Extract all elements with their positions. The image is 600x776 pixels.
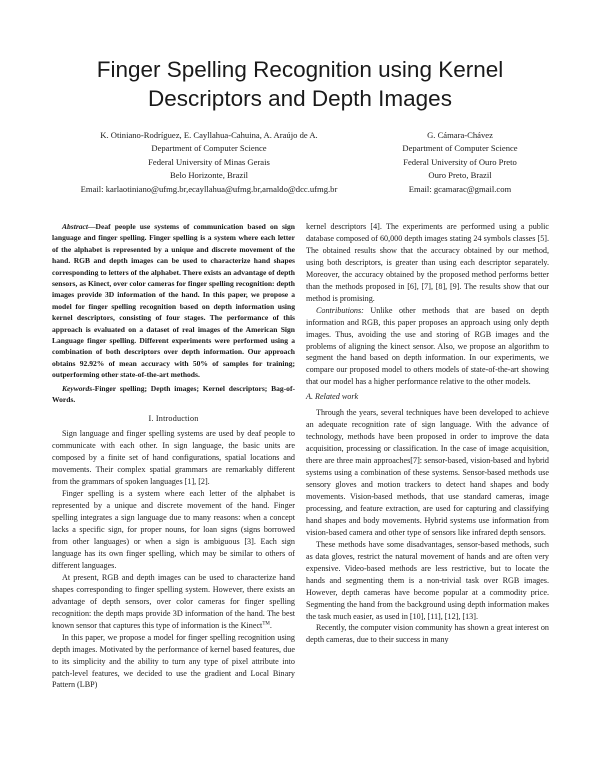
contributions-paragraph (306, 305, 549, 389)
right-column (306, 221, 549, 646)
author-city: Ouro Preto, Brazil (428, 170, 492, 181)
keywords-text: -Finger spelling; Depth images; Kernel descriptors; Bag-of-Words. (52, 383, 295, 405)
author-block-2 (360, 129, 560, 196)
author-names: K. Otiniano-Rodríguez, E. Cayllahua-Cahuina, A. Araújo de A. (100, 130, 318, 140)
contributions-text: Unlike other methods that are based on depth information and RGB, this paper proposes an approach using only depth images. Thus, avoiding the use and storing of RGB images and the problems of aligning the kinect sensor. Also, we propose an algorithm to segment the hand based on depth information. In our experiments, we compare our proposed model to others models of state-of-the-art showing that our model has a higher performance relative to the other models. (306, 305, 549, 387)
intro-paragraph-1: Sign language and finger spelling systems are used by deaf people to communicate with each other. In sign language, the basic units are composed by a finite set of hand configurations, spatial locations and movements. Their complex spatial grammars are remarkably different from the grammars of spoken languages [1], [2]. (52, 429, 295, 487)
intro-paragraph-3-text: At present, RGB and depth images can be used to characterize hand shapes corresponding to finger spelling system. However, there exists an advantage of depth sensors, over color cameras for finger spelling recognition: the depth maps provide 3D information of the hand. The best known sensor that captures this type of information is the Kinect (52, 572, 295, 630)
keywords-label: Keywords (62, 383, 93, 393)
subsection-heading-related-work: A. Related work (306, 392, 359, 402)
author-email: Email: gcamarac@gmail.com (408, 183, 512, 194)
title-line-2: Descriptors and Depth Images (148, 86, 452, 111)
abstract (52, 221, 295, 381)
author-city: Belo Horizonte, Brazil (169, 170, 249, 181)
left-column (52, 221, 295, 691)
related-paragraph-1: Through the years, several techniques have been developed to achieve an adequate recognition rate of sign language. With the advance of technology, methods have been proposed in order to improve the data acquisition, processing or classification. In the case of image acquisition, there are three main approaches[7]: sensor-based, vision-based and hybrid systems using a combination of these systems. Sensor-based methods use sensory gloves and motion trackers to detect hand shapes and body movements. Vision-based methods, that use standard cameras, image processing, and feature extraction, are used for capturing and classifying hand shapes and body movements. Hybrid systems use information from vision-based camera and other type of sensors like infrared depth sensors. (306, 408, 549, 537)
contributions-label: Contributions: (316, 305, 364, 315)
title-line-1: Finger Spelling Recognition using Kernel (96, 57, 504, 82)
author-department: Department of Computer Science (402, 143, 518, 154)
author-university: Federal University of Minas Gerais (148, 156, 270, 167)
intro-paragraph-4-cont: kernel descriptors [4]. The experiments are performed using a public database composed of 60,000 depth images stating 24 symbols classes [5]. The obtained results show that the accuracy obtained by our method, using both descriptors, is greater than using each descriptor separately. Moreover, the accuracy obtained by the proposed method performs better than the methods proposed in [6], [7], [8], [9]. The results show that our method is promising. (306, 222, 549, 303)
paper-title (40, 55, 560, 113)
abstract-text: —Deaf people use systems of communication based on sign language and finger spelling. Finger spelling is a system where each letter of the alphabet is represented by a unique and discrete movement of the hand. RGB and depth images can be used to characterize hand shapes corresponding to letters of the alphabet. There exists an advantage of depth sensors, as Kinect, over color cameras for finger spelling recognition: depth images provide 3D information of the hand. In this paper, we propose a model for finger spelling recognition based on depth information using kernel descriptors, consisting of four stages. The performance of this approach is evaluated on a dataset of real images of the American Sign Language finger spelling. Different experiments were performed using a combination of both descriptors over depth information. Our approach obtains 92.92% of mean accuracy with 50% of samples for training; outperforming other state-of-the-art methods. (52, 222, 295, 380)
author-email: Email: karlaotiniano@ufmg.br,ecayllahua@ufmg.br,arnaldo@dcc.ufmg.br (80, 183, 338, 194)
author-department: Department of Computer Science (151, 143, 267, 154)
author-university: Federal University of Ouro Preto (403, 156, 517, 167)
author-names: G. Cámara-Chávez (427, 130, 493, 140)
abstract-label: Abstract (62, 222, 88, 231)
intro-paragraph-2: Finger spelling is a system where each letter of the alphabet is represented by a unique and discrete movement of the hand. Finger spelling integrates a sign language due to many reasons: when a concept lacks a specific sign, for proper nouns, for loan signs (signs borrowed from other languages) or when a sign is ambiguous [3]. Each sign language has its own finger spelling, which may be similar to others of different languages. (52, 489, 295, 570)
intro-paragraph-4: In this paper, we propose a model for finger spelling recognition using depth images. Motivated by the performance of kernel based features, due to its simplicity and the ability to turn any type of pixel attribute into patch-level features, we decided to use the gradient and Local Binary Pattern (LBP) (52, 632, 295, 690)
keywords (52, 383, 295, 406)
related-paragraph-3: Recently, the computer vision community has shown a great interest on depth cameras, due to their success in many (306, 623, 549, 645)
related-paragraph-2: These methods have some disadvantages, sensor-based methods, such as data gloves, restrict the natural movement of hands and are often very expensive. Video-based methods are less restrictive, but to locate the hands and segmenting them is a non-trivial task over RGB images. However, depth cameras have become popular at a commodity price. Segmenting the hand from the background using depth information makes the task much easier, as used in [10], [11], [12], [13]. (306, 539, 549, 621)
author-block-1 (38, 129, 380, 196)
intro-paragraph-3 (52, 572, 295, 632)
section-heading-introduction: I. Introduction (148, 413, 199, 423)
intro-paragraph-3-end: . (269, 620, 272, 630)
trademark-sup: TM (262, 620, 270, 626)
